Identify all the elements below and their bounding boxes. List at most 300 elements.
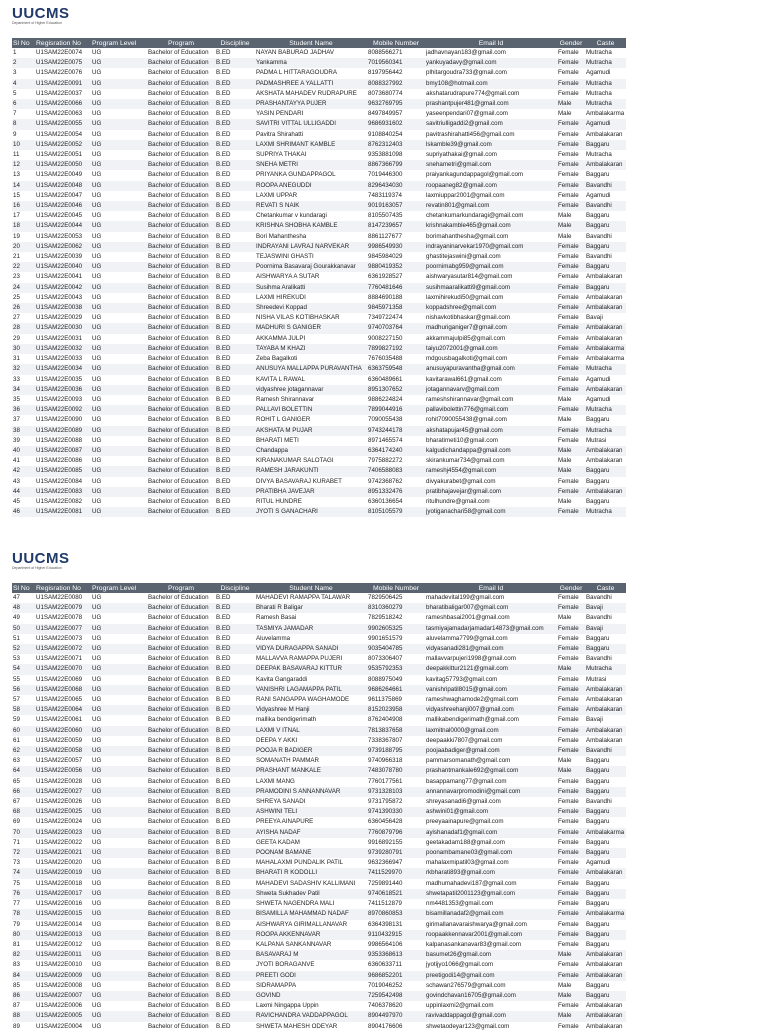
table-cell: 43 xyxy=(13,477,20,485)
table-cell: B.ED xyxy=(215,446,255,456)
table-cell: Ambalakaran xyxy=(586,273,623,281)
table-cell: Female xyxy=(557,930,585,940)
table-cell: Baggaru xyxy=(585,140,626,150)
table-cell: PRASHANTAYYA PUJER xyxy=(255,99,367,109)
table-cell: B.ED xyxy=(216,859,231,867)
table-cell: nishavkotibhaskar@gmail.com xyxy=(426,314,511,322)
table-cell: poornimabg959@gmail.com xyxy=(425,262,557,272)
table-cell: Bachelor of Education xyxy=(147,344,215,354)
table-cell: Male xyxy=(557,99,585,109)
table-row xyxy=(12,654,626,664)
table-cell: vidyasanadi281@gmail.com xyxy=(425,644,557,654)
table-row xyxy=(12,140,626,150)
table-row xyxy=(12,705,626,715)
table-cell: Mutracha xyxy=(585,507,626,517)
table-cell: VIDYA DURAGAPPA SANADI xyxy=(255,644,367,654)
table-cell: bharatibaligar007@gmail.com xyxy=(425,603,557,613)
table-cell: B.ED xyxy=(215,487,255,497)
table-cell: UG xyxy=(92,232,102,240)
table-cell: 81 xyxy=(13,940,20,948)
table-cell: kavitarawal661@gmail.com xyxy=(426,375,502,383)
table-cell: Bavandhi xyxy=(586,614,612,622)
table-cell: Bachelor of Education xyxy=(147,766,215,776)
table-cell: Mutrasi xyxy=(586,675,607,683)
table-cell: B.ED xyxy=(215,426,255,436)
table-row xyxy=(12,858,626,868)
table-cell: UG xyxy=(92,49,102,56)
table-cell: Bachelor of Education xyxy=(148,477,209,485)
table-cell: Ambalakaran xyxy=(585,385,626,395)
table-cell: kalpanasankanavar83@gmail.com xyxy=(426,940,522,948)
table-cell: B.ED xyxy=(216,696,231,704)
table-cell: B.ED xyxy=(215,466,255,476)
table-cell: 13 xyxy=(13,171,20,179)
table-cell: UG xyxy=(92,151,102,159)
table-cell: 84 xyxy=(12,971,35,981)
table-cell: U1SAM22E0032 xyxy=(35,344,91,354)
table-cell: B.ED xyxy=(215,303,255,313)
table-cell: 28 xyxy=(12,323,35,333)
table-cell: UG xyxy=(91,889,147,899)
table-cell: SHWETA NAGENDRA MALI xyxy=(256,900,335,908)
table-cell: B.ED xyxy=(215,283,255,293)
table-cell: Bachelor of Education xyxy=(148,497,209,505)
table-cell: Bachelor of Education xyxy=(147,787,215,797)
table-cell: UG xyxy=(91,868,147,878)
column-header: Mobile Number xyxy=(367,38,425,48)
table-cell: ritulhundre@gmail.com xyxy=(426,497,490,505)
table-cell: B.ED xyxy=(216,497,231,505)
table-cell: 85 xyxy=(13,981,20,989)
table-cell: Male xyxy=(558,212,572,220)
table-cell: Female xyxy=(557,405,585,415)
table-cell: RANI SANGAPPA WAGHAMODE xyxy=(256,696,350,704)
table-cell: Ambalakaran xyxy=(586,961,623,969)
table-cell: GEETA KADAM xyxy=(256,838,300,846)
table-cell: UG xyxy=(91,766,147,776)
table-cell: B.ED xyxy=(215,344,255,354)
column-header: Program xyxy=(147,38,215,48)
table-cell: U1SAM22E0071 xyxy=(36,655,83,663)
table-cell: U1SAM22E0063 xyxy=(36,110,83,118)
table-cell: 8904497970 xyxy=(367,1011,425,1021)
table-cell: 5 xyxy=(13,89,17,97)
table-cell: Female xyxy=(557,828,585,838)
table-cell: UG xyxy=(91,828,147,838)
table-cell: VANISHRI LAGAMAPPA PATIL xyxy=(255,685,367,695)
table-cell: 57 xyxy=(13,696,20,704)
table-cell: UG xyxy=(91,79,147,89)
table-cell: 7899044916 xyxy=(367,405,425,415)
table-row xyxy=(12,828,626,838)
table-cell: 68 xyxy=(12,807,35,817)
table-cell: U1SAM22E0059 xyxy=(36,736,83,744)
table-cell: Bachelor of Education xyxy=(148,675,209,683)
table-cell: 9740618521 xyxy=(367,889,425,899)
table-cell: U1SAM22E0034 xyxy=(35,364,91,374)
table-cell: deepakkittur2121@gmail.com xyxy=(425,664,557,674)
table-cell: Female xyxy=(558,355,579,363)
table-cell: U1SAM22E0082 xyxy=(36,497,83,505)
table-cell: UG xyxy=(91,487,147,497)
table-cell: shreyasanadi6@gmail.com xyxy=(426,798,501,806)
table-cell: girimallanavaraishwarya@gmail.com xyxy=(426,920,527,928)
table-cell: Female xyxy=(557,323,585,333)
table-cell: Ambalakaran xyxy=(586,457,623,465)
table-cell: 58 xyxy=(12,705,35,715)
table-row xyxy=(12,817,626,827)
table-cell: 82 xyxy=(12,950,35,960)
table-cell: 8310360279 xyxy=(367,603,425,613)
table-cell: TAYABA M KHAZI xyxy=(255,344,367,354)
table-cell: skirankumar734@gmail.com xyxy=(426,457,505,465)
table-cell: ROHIT L GANIGER xyxy=(256,416,311,424)
table-cell: Bachelor of Education xyxy=(147,1011,215,1021)
table-cell: 8861127677 xyxy=(368,232,402,240)
table-cell: deepaakki7807@gmail.com xyxy=(426,736,503,744)
table-row xyxy=(12,160,626,170)
column-header: Gender xyxy=(557,38,585,48)
table-row xyxy=(12,991,626,1001)
table-row xyxy=(12,981,626,991)
table-cell: Female xyxy=(558,736,579,744)
table-cell: B.ED xyxy=(215,950,255,960)
table-cell: 24 xyxy=(12,283,35,293)
table-cell: U1SAM22E0077 xyxy=(35,624,91,634)
column-header: Mobile Number xyxy=(367,583,425,593)
column-header: Program Level xyxy=(91,583,147,593)
table-cell: Female xyxy=(557,705,585,715)
table-row xyxy=(12,940,626,950)
table-cell: JYOTI BORAGANVE xyxy=(256,961,315,969)
table-cell: Agamudi xyxy=(586,191,611,199)
table-row xyxy=(12,1022,626,1032)
table-cell: 71 xyxy=(13,838,20,846)
table-cell: U1SAM22E0078 xyxy=(36,614,83,622)
table-cell: UG xyxy=(92,436,102,444)
table-cell: KAVITA L RAWAL xyxy=(256,375,305,383)
table-cell: Bachelor of Education xyxy=(148,436,209,444)
table-cell: U1SAM22E0042 xyxy=(35,283,91,293)
table-row xyxy=(12,787,626,797)
table-cell: Shreedevi Koppad xyxy=(255,303,367,313)
table-cell: 7411529970 xyxy=(367,868,425,878)
table-row xyxy=(12,252,626,262)
table-cell: Bachelor of Education xyxy=(147,868,215,878)
table-cell: B.ED xyxy=(215,58,255,68)
table-cell: Baggaru xyxy=(585,262,626,272)
table-cell: 8073680774 xyxy=(368,89,403,97)
table-cell: RAMESH JARAKUNTI xyxy=(255,466,367,476)
table-cell: 8088566271 xyxy=(368,49,403,56)
table-cell: shwetaodeyar123@gmail.com xyxy=(426,1022,510,1030)
table-cell: UG xyxy=(91,507,147,517)
table-cell: Mutracha xyxy=(586,49,612,56)
table-cell: 40 xyxy=(12,446,35,456)
table-row xyxy=(12,89,626,99)
table-cell: UG xyxy=(91,991,147,1001)
table-cell: Bachelor of Education xyxy=(147,262,215,272)
table-row xyxy=(12,456,626,466)
table-row xyxy=(12,756,626,766)
table-cell: U1SAM22E0013 xyxy=(35,930,91,940)
table-row xyxy=(12,950,626,960)
table-cell: Male xyxy=(558,457,572,465)
table-row xyxy=(12,930,626,940)
table-cell: Ramesh Shirannavar xyxy=(256,395,315,403)
table-row xyxy=(12,201,626,211)
table-cell: LAXMI SHRIMANT KAMBLE xyxy=(255,140,367,150)
table-cell: Baggaru xyxy=(586,416,610,424)
table-cell: Female xyxy=(557,119,585,129)
table-row xyxy=(12,466,626,476)
table-cell: U1SAM22E0052 xyxy=(35,140,91,150)
table-cell: UG xyxy=(92,736,102,744)
table-cell: Bachelor of Education xyxy=(148,395,209,403)
table-cell: Male xyxy=(557,766,585,776)
table-cell: 11 xyxy=(13,151,20,159)
table-cell: indrayaninarvekar1970@gmail.com xyxy=(425,242,557,252)
table-cell: B.ED xyxy=(216,1002,231,1010)
table-cell: Bachelor of Education xyxy=(147,930,215,940)
table-cell: Female xyxy=(557,160,585,170)
table-cell: akkammajulpi85@gmail.com xyxy=(426,334,506,342)
table-cell: Female xyxy=(558,961,579,969)
table-cell: pallavibolettin776@gmail.com xyxy=(425,405,557,415)
table-cell: Female xyxy=(558,798,579,806)
table-cell: 35 xyxy=(13,395,20,403)
table-cell: B.ED xyxy=(216,49,231,56)
table-cell: Ambalakaran xyxy=(585,303,626,313)
table-cell: Baggaru xyxy=(585,991,626,1001)
table-cell: Bachelor of Education xyxy=(148,798,209,806)
table-cell: Female xyxy=(558,1022,579,1030)
table-cell: U1SAM22E0084 xyxy=(36,477,83,485)
table-cell: Male xyxy=(557,1011,585,1021)
table-cell: PRATIBHA JAVEJAR xyxy=(255,487,367,497)
table-cell: B.ED xyxy=(216,777,231,785)
table-cell: U1SAM22E0089 xyxy=(35,426,91,436)
table-cell: UG xyxy=(91,242,147,252)
table-cell: Agamudi xyxy=(585,119,626,129)
table-cell: BISAMILLA MAHAMMAD NADAF xyxy=(255,909,367,919)
table-cell: Female xyxy=(558,675,579,683)
table-cell: Bavandhi xyxy=(585,746,626,756)
table-cell: U1SAM22E0039 xyxy=(36,253,83,261)
table-cell: Male xyxy=(557,664,585,674)
table-cell: Bachelor of Education xyxy=(148,900,209,908)
table-row xyxy=(12,272,626,282)
table-cell: UG xyxy=(91,644,147,654)
table-row xyxy=(12,68,626,78)
table-cell: PREETI GODI xyxy=(255,971,367,981)
table-cell: 10 xyxy=(12,140,35,150)
table-cell: 80 xyxy=(12,930,35,940)
table-cell: B.ED xyxy=(215,221,255,231)
table-cell: BHARATI R KODOLLI xyxy=(255,868,367,878)
table-cell: NAYAN BABURAO JADHAV xyxy=(256,49,335,56)
table-row xyxy=(12,334,626,344)
table-cell: UG xyxy=(91,685,147,695)
table-cell: 39 xyxy=(13,436,20,444)
table-cell: 9986564106 xyxy=(368,940,403,948)
table-cell: Bachelor of Education xyxy=(148,355,209,363)
table-row xyxy=(12,766,626,776)
table-cell: Bavaji xyxy=(586,314,603,322)
table-cell: Ambalakaran xyxy=(585,950,626,960)
table-cell: 9108840254 xyxy=(368,130,403,138)
table-cell: Female xyxy=(557,889,585,899)
table-cell: Bachelor of Education xyxy=(148,1002,209,1010)
table-row xyxy=(12,191,626,201)
table-cell: anusuyapuravantha@gmail.com xyxy=(425,364,557,374)
table-cell: B.ED xyxy=(215,705,255,715)
table-cell: 75 xyxy=(13,879,20,887)
table-cell: Female xyxy=(558,89,579,97)
table-cell: Bachelor of Education xyxy=(147,140,215,150)
table-cell: B.ED xyxy=(216,293,231,301)
table-cell: 79 xyxy=(13,920,20,928)
table-row xyxy=(12,232,626,242)
table-cell: UG xyxy=(91,99,147,109)
table-cell: Female xyxy=(557,644,585,654)
table-cell: UG xyxy=(92,212,102,220)
table-cell: B.ED xyxy=(216,110,231,118)
table-cell: U1SAM22E0033 xyxy=(36,355,83,363)
table-cell: Bachelor of Education xyxy=(148,614,209,622)
table-cell: B.ED xyxy=(215,1011,255,1021)
table-cell: U1SAM22E0026 xyxy=(36,798,83,806)
table-cell: Female xyxy=(558,838,579,846)
table-cell: B.ED xyxy=(216,940,231,948)
table-cell: Male xyxy=(558,757,572,765)
table-cell: 7760481646 xyxy=(367,283,425,293)
table-cell: Baggaru xyxy=(586,981,610,989)
table-cell: 7349722474 xyxy=(368,314,403,322)
table-cell: Female xyxy=(557,181,585,191)
table-cell: Mutracha xyxy=(585,664,626,674)
table-cell: 66 xyxy=(12,787,35,797)
table-cell: Bachelor of Education xyxy=(147,507,215,517)
table-cell: mahalaxmipatil03@gmail.com xyxy=(426,859,509,867)
table-cell: Female xyxy=(558,859,579,867)
table-cell: UG xyxy=(91,262,147,272)
table-cell: schawan276579@gmail.com xyxy=(426,981,506,989)
table-row xyxy=(12,364,626,374)
column-header: Program xyxy=(147,583,215,593)
table-cell: Female xyxy=(557,385,585,395)
table-cell: Zeba Bagalkoti xyxy=(256,355,298,363)
table-cell: Mutracha xyxy=(585,405,626,415)
table-cell: B.ED xyxy=(216,232,231,240)
table-cell: Female xyxy=(558,49,579,56)
table-row xyxy=(12,48,626,58)
table-cell: 53 xyxy=(13,655,20,663)
table-cell: Bharati R Baligar xyxy=(255,603,367,613)
table-cell: UG xyxy=(92,457,102,465)
table-cell: 12 xyxy=(12,160,35,170)
table-cell: UG xyxy=(91,364,147,374)
table-cell: Ambalakaran xyxy=(586,696,623,704)
table-cell: UG xyxy=(91,930,147,940)
table-cell: UG xyxy=(92,477,102,485)
table-cell: U1SAM22E0065 xyxy=(36,696,83,704)
table-cell: Male xyxy=(557,466,585,476)
table-cell: praiyankagundappagol@gmail.com xyxy=(426,171,524,179)
table-cell: vidyashree jotagannavar xyxy=(255,385,367,395)
table-cell: mallavvarpujeri1998@gmail.com xyxy=(426,655,516,663)
table-cell: aishwaryasutar814@gmail.com xyxy=(426,273,513,281)
table-cell: yankuyadavy@gmail.com xyxy=(425,58,557,68)
table-cell: U1SAM22E0007 xyxy=(35,991,91,1001)
table-cell: Female xyxy=(557,726,585,736)
table-cell: Mutracha xyxy=(586,89,612,97)
table-cell: krishnakamble465@gmail.com xyxy=(425,221,557,231)
table-cell: Bachelor of Education xyxy=(147,79,215,89)
table-cell: Chandappa xyxy=(255,446,367,456)
table-cell: Bachelor of Education xyxy=(148,961,209,969)
table-cell: 9845971358 xyxy=(367,303,425,313)
table-row xyxy=(12,971,626,981)
table-cell: Bachelor of Education xyxy=(148,696,209,704)
table-row xyxy=(12,303,626,313)
table-cell: U1SAM22E0005 xyxy=(35,1011,91,1021)
table-cell: INDRAYANI LAVRAJ NARVEKAR xyxy=(255,242,367,252)
table-cell: POONAM BAMANE xyxy=(255,848,367,858)
table-cell: U1SAM22E0037 xyxy=(36,89,83,97)
table-cell: AISHWARYA A SUTAR xyxy=(256,273,320,281)
table-cell: Female xyxy=(557,262,585,272)
table-row xyxy=(12,415,626,425)
table-row xyxy=(12,1001,626,1011)
table-cell: 8884690188 xyxy=(368,293,403,301)
table-cell: Baggaru xyxy=(585,766,626,776)
table-cell: UG xyxy=(92,757,102,765)
table-cell: 8073306407 xyxy=(368,655,403,663)
table-cell: B.ED xyxy=(215,507,255,517)
table-cell: B.ED xyxy=(216,736,231,744)
table-cell: Ambalakarma xyxy=(585,344,626,354)
table-cell: aluvelamma7799@gmail.com xyxy=(426,634,508,642)
table-cell: Bavandhi xyxy=(586,232,612,240)
table-cell: Agamudi xyxy=(586,859,611,867)
table-cell: Bachelor of Education xyxy=(148,940,209,948)
table-cell: U1SAM22E0016 xyxy=(36,900,83,908)
table-cell: B.ED xyxy=(215,766,255,776)
table-cell: 7813837658 xyxy=(367,726,425,736)
table-cell: 62 xyxy=(12,746,35,756)
table-cell: UG xyxy=(91,971,147,981)
table-cell: Baggaru xyxy=(585,644,626,654)
table-cell: 47 xyxy=(13,594,20,601)
table-cell: U1SAM22E0090 xyxy=(36,416,83,424)
table-cell: Female xyxy=(557,624,585,634)
table-cell: Female xyxy=(557,603,585,613)
table-cell: TEJASWINI GHASTI xyxy=(256,253,314,261)
table-cell: 38 xyxy=(12,426,35,436)
table-cell: U1SAM22E0066 xyxy=(35,99,91,109)
table-cell: UG xyxy=(91,746,147,756)
table-cell: UG xyxy=(92,614,102,622)
table-cell: Female xyxy=(558,900,579,908)
table-cell: Male xyxy=(558,497,572,505)
table-cell: UG xyxy=(91,385,147,395)
table-cell: 7406378620 xyxy=(368,1002,403,1010)
table-cell: 9916892155 xyxy=(368,838,403,846)
table-cell: Ambalakarma xyxy=(585,828,626,838)
table-cell: B.ED xyxy=(216,212,231,220)
table-cell: Bachelor of Education xyxy=(147,909,215,919)
